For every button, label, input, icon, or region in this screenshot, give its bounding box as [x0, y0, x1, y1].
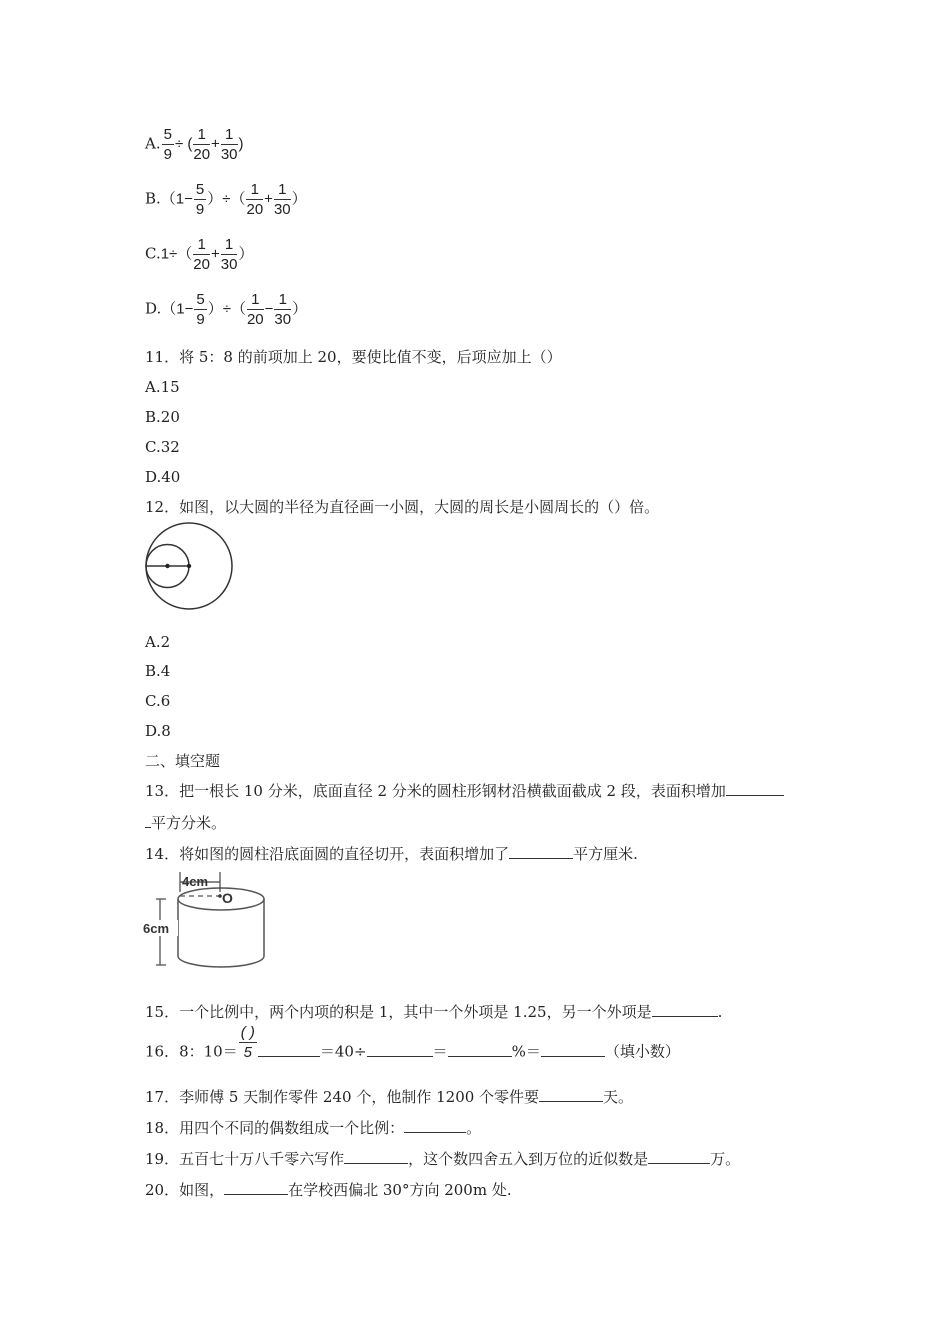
q13-line2: 平方分米。 — [145, 813, 226, 833]
q11-option-b: B.20 — [145, 408, 180, 426]
large-center-dot — [187, 564, 191, 568]
fraction: $\frac{1}{20}$ — [193, 236, 210, 273]
q12-option-b: B.4 — [145, 662, 171, 680]
small-center-dot — [165, 564, 169, 568]
answer-blank[interactable] — [539, 1087, 603, 1102]
q11-option-d: D.40 — [145, 468, 181, 486]
center-label: O — [222, 890, 233, 906]
answer-blank[interactable] — [648, 1149, 710, 1164]
answer-blank[interactable] — [726, 781, 784, 796]
fraction: $\frac{1}{30}$ — [273, 181, 291, 218]
q10-option-a: A. $\frac{5}{9}$ ÷ ( $\frac{1}{20}$ + $\frac{1}{30}$ ) — [145, 126, 244, 163]
side-dimension-label: 6cm — [143, 921, 170, 936]
q12-option-a: A.2 — [145, 633, 171, 651]
answer-blank[interactable] — [224, 1180, 288, 1195]
answer-blank[interactable] — [367, 1042, 433, 1057]
q17-stem: 17．李师傅 5 天制作零件 240 个，他制作 1200 个零件要 天。 — [145, 1088, 634, 1106]
q12-option-c: C.6 — [145, 692, 171, 710]
answer-blank[interactable] — [258, 1042, 320, 1057]
top-dimension-label: 4cm — [182, 874, 209, 889]
q20-stem: 20．如图， 在学校西偏北 30°方向 200m 处. — [145, 1181, 512, 1199]
answer-blank[interactable] — [509, 844, 573, 859]
section-heading: 二、填空题 — [145, 752, 221, 770]
cylinder-top-ellipse — [178, 888, 264, 910]
fraction: $\frac{1}{30}$ — [220, 126, 238, 163]
q16-stem: 16．8：10＝ $\frac{( )}{5}$ ＝40÷ ＝ %＝ （填小数） — [145, 1024, 680, 1061]
q11-option-a: A.15 — [145, 378, 180, 396]
fraction: $\frac{1}{20}$ — [246, 291, 264, 328]
fraction: $\frac{1}{30}$ — [274, 291, 292, 328]
q14-stem: 14．将如图的圆柱沿底面圆的直径切开，表面积增加了 平方厘米. — [145, 845, 638, 863]
fraction: $\frac{1}{20}$ — [246, 181, 264, 218]
q10-option-b: B.（1− $\frac{5}{9}$ ）÷（ $\frac{1}{20}$ + $\frac{1}{30}$ ） — [145, 181, 307, 218]
q12-option-d: D.8 — [145, 722, 171, 740]
q11-stem: 11．将 5：8 的前项加上 20，要使比值不变，后项应加上（） — [145, 348, 562, 366]
cylinder-figure — [140, 870, 270, 972]
q15-stem: 15．一个比例中，两个内项的积是 1，其中一个外项是 1.25，另一个外项是 . — [145, 1003, 723, 1021]
fraction: $\frac{5}{9}$ — [163, 126, 172, 163]
q10-option-d: D.（1− $\frac{5}{9}$ ）÷（ $\frac{1}{20}$ − $\frac{1}{30}$ ） — [145, 291, 308, 328]
fraction: $\frac{( )}{5}$ — [240, 1024, 255, 1061]
q12-stem: 12．如图，以大圆的半径为直径画一小圆，大圆的周长是小圆周长的（）倍。 — [145, 498, 660, 516]
q18-stem: 18．用四个不同的偶数组成一个比例： 。 — [145, 1119, 482, 1137]
fraction: $\frac{1}{20}$ — [193, 126, 211, 163]
answer-blank[interactable] — [541, 1042, 605, 1057]
cylinder-body — [178, 899, 264, 967]
answer-blank[interactable] — [404, 1118, 466, 1133]
q13-line1: 13．把一根长 10 分米，底面直径 2 分米的圆柱形钢材沿横截面截成 2 段，表面积增加 — [145, 781, 784, 801]
fraction: $\frac{1}{30}$ — [220, 236, 238, 273]
answer-blank[interactable] — [448, 1042, 512, 1057]
q19-stem: 19．五百七十万八千零六写作 ，这个数四舍五入到万位的近似数是 万。 — [145, 1150, 741, 1168]
fraction: $\frac{5}{9}$ — [195, 181, 205, 218]
q11-option-c: C.32 — [145, 438, 180, 456]
answer-blank[interactable] — [344, 1149, 408, 1164]
answer-blank[interactable] — [652, 1002, 718, 1017]
circles-figure — [143, 521, 237, 613]
q10-option-c: C.1÷（ $\frac{1}{20}$ + $\frac{1}{30}$ ） — [145, 236, 254, 273]
fraction: $\frac{5}{9}$ — [196, 291, 205, 328]
